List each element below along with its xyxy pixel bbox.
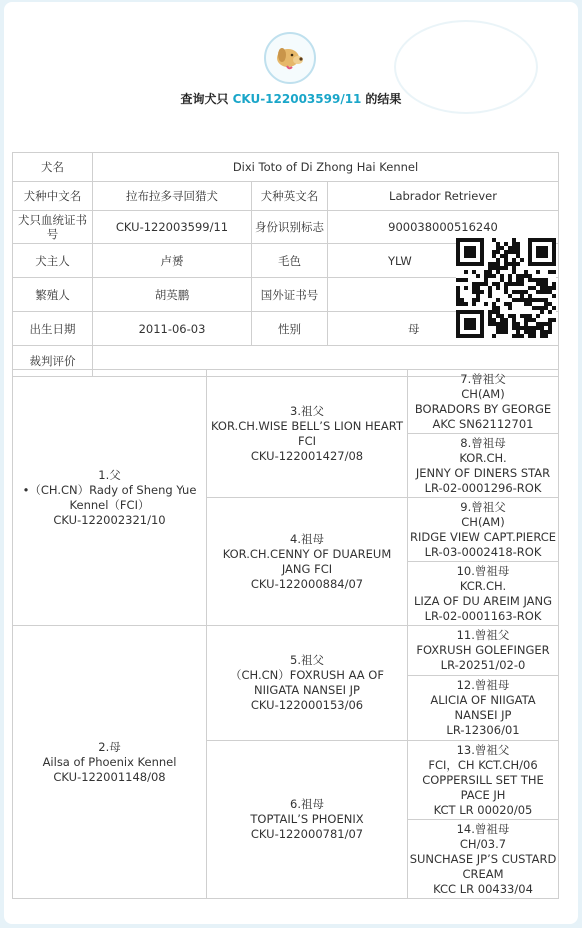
gg-line: FCI，CH KCT.CH/06 bbox=[428, 757, 538, 772]
dob-value: 2011-06-03 bbox=[93, 312, 252, 346]
grandparent-reg: CKU-122000884/07 bbox=[250, 576, 364, 591]
gg-line: KCC LR 00433/04 bbox=[433, 881, 533, 896]
owner-label: 犬主人 bbox=[13, 244, 93, 278]
gg-line: ALICIA OF NIIGATA NANSEI JP bbox=[430, 693, 536, 722]
gg-line: FOXRUSH GOLEFINGER bbox=[416, 643, 550, 657]
sire-title: 1.父 bbox=[98, 467, 121, 482]
id-value: 900038000516240 bbox=[328, 211, 559, 244]
color-label: 毛色 bbox=[252, 244, 328, 278]
gg-title: 8.曾祖母 bbox=[460, 435, 506, 450]
gg-line: AKC SN62112701 bbox=[432, 416, 534, 431]
title-reg-number: CKU-122003599/11 bbox=[232, 92, 362, 106]
grandparent-name: KOR.CH.WISE BELL’S LION HEART FCI bbox=[211, 418, 403, 448]
great-grandparent-cell bbox=[408, 676, 559, 741]
gg-line: KOR.CH. bbox=[459, 450, 507, 465]
gg-line: LR-20251/02-0 bbox=[440, 658, 526, 672]
grandparent-reg: CKU-122000781/07 bbox=[250, 827, 364, 841]
gg-title: 10.曾祖母 bbox=[456, 563, 510, 578]
gg-line: JENNY OF DINERS STAR bbox=[415, 465, 551, 480]
grandparent-reg: CKU-122001427/08 bbox=[250, 448, 364, 463]
gg-title: 12.曾祖母 bbox=[456, 678, 510, 692]
gg-line: LR-03-0002418-ROK bbox=[424, 544, 542, 559]
grandparent-title: 3.祖父 bbox=[290, 403, 324, 418]
sire-name: •（CH.CN）Rady of Sheng Yue Kennel（FCI） bbox=[22, 482, 197, 512]
great-grandparent-cell bbox=[408, 741, 559, 820]
breed-cn-value: 拉布拉多寻回猎犬 bbox=[93, 182, 252, 211]
name-label: 犬名 bbox=[13, 153, 93, 182]
dob-label: 出生日期 bbox=[13, 312, 93, 346]
gg-line: SUNCHASE JP’S CUSTARD CREAM bbox=[409, 851, 557, 881]
gg-line: KCT LR 00020/05 bbox=[433, 802, 533, 817]
pedigree-number-value: CKU-122003599/11 bbox=[93, 211, 252, 244]
grandparent-cell bbox=[207, 498, 408, 626]
gg-line: KCR.CH. bbox=[459, 578, 507, 593]
qr-code-icon bbox=[456, 238, 556, 338]
gg-line: RIDGE VIEW CAPT.PIERCE bbox=[409, 529, 557, 544]
great-grandparent-cell bbox=[408, 434, 559, 498]
great-grandparent-cell bbox=[408, 562, 559, 626]
gg-title: 7.曾祖父 bbox=[460, 371, 506, 386]
gg-title: 9.曾祖父 bbox=[460, 499, 506, 514]
grandparent-title: 5.祖父 bbox=[290, 653, 324, 667]
sex-label: 性别 bbox=[252, 312, 328, 346]
dog-logo-icon bbox=[264, 32, 316, 84]
breeder-label: 繁殖人 bbox=[13, 278, 93, 312]
grandparent-title: 4.祖母 bbox=[290, 531, 324, 546]
gg-title: 11.曾祖父 bbox=[456, 628, 510, 642]
grandparent-title: 6.祖母 bbox=[290, 797, 324, 811]
gg-line: LR-02-0001296-ROK bbox=[424, 480, 542, 495]
gg-line: CH(AM) bbox=[461, 386, 505, 401]
pedigree-number-label: 犬只血统证书号 bbox=[13, 211, 93, 244]
grandparent-cell bbox=[207, 741, 408, 899]
dam-reg: CKU-122001148/08 bbox=[53, 769, 166, 784]
title-suffix: 的结果 bbox=[365, 92, 402, 106]
grandparent-name: TOPTAIL’S PHOENIX bbox=[250, 812, 364, 826]
gg-line: COPPERSILL SET THE PACE JH bbox=[422, 772, 544, 802]
pedigree-table bbox=[12, 369, 559, 899]
grandparent-name: （CH.CN）FOXRUSH AA OF NIIGATA NANSEI JP bbox=[230, 668, 384, 697]
great-grandparent-cell bbox=[408, 820, 559, 899]
id-label: 身份识别标志 bbox=[252, 211, 328, 244]
great-grandparent-cell bbox=[408, 370, 559, 434]
grandparent-reg: CKU-122000153/06 bbox=[250, 698, 364, 712]
sex-value: 母 bbox=[328, 312, 559, 346]
name-value: Dixi Toto of Di Zhong Hai Kennel bbox=[93, 153, 559, 182]
grandparent-name: KOR.CH.CENNY OF DUAREUM JANG FCI bbox=[222, 546, 392, 576]
gg-line: LIZA OF DU AREIM JANG bbox=[413, 593, 553, 608]
gg-line: CH/03.7 bbox=[459, 836, 507, 851]
page-title bbox=[4, 90, 578, 107]
parent-cell bbox=[13, 626, 207, 899]
parent-cell bbox=[13, 370, 207, 626]
great-grandparent-cell bbox=[408, 498, 559, 562]
sire-reg: CKU-122002321/10 bbox=[53, 512, 166, 527]
dam-name: Ailsa of Phoenix Kennel bbox=[42, 754, 177, 769]
breed-cn-label: 犬种中文名 bbox=[13, 182, 93, 211]
dam-title: 2.母 bbox=[98, 739, 121, 754]
gg-line: LR-02-0001163-ROK bbox=[424, 608, 542, 623]
breeder-value: 胡英鹏 bbox=[93, 278, 252, 312]
title-prefix: 查询犬只 bbox=[180, 92, 229, 106]
gg-line: BORADORS BY GEORGE bbox=[414, 401, 552, 416]
grandparent-cell bbox=[207, 626, 408, 741]
gg-title: 13.曾祖父 bbox=[456, 742, 510, 757]
foreign-cert-label: 国外证书号 bbox=[252, 278, 328, 312]
breed-en-value: Labrador Retriever bbox=[328, 182, 559, 211]
gg-title: 14.曾祖母 bbox=[456, 821, 510, 836]
great-grandparent-cell bbox=[408, 626, 559, 676]
breed-en-label: 犬种英文名 bbox=[252, 182, 328, 211]
color-value: YLW bbox=[328, 244, 559, 278]
grandparent-cell bbox=[207, 370, 408, 498]
owner-value: 卢赟 bbox=[93, 244, 252, 278]
gg-line: LR-12306/01 bbox=[446, 723, 520, 737]
gg-line: CH(AM) bbox=[461, 514, 505, 529]
judge-label: 裁判评价 bbox=[13, 346, 93, 377]
